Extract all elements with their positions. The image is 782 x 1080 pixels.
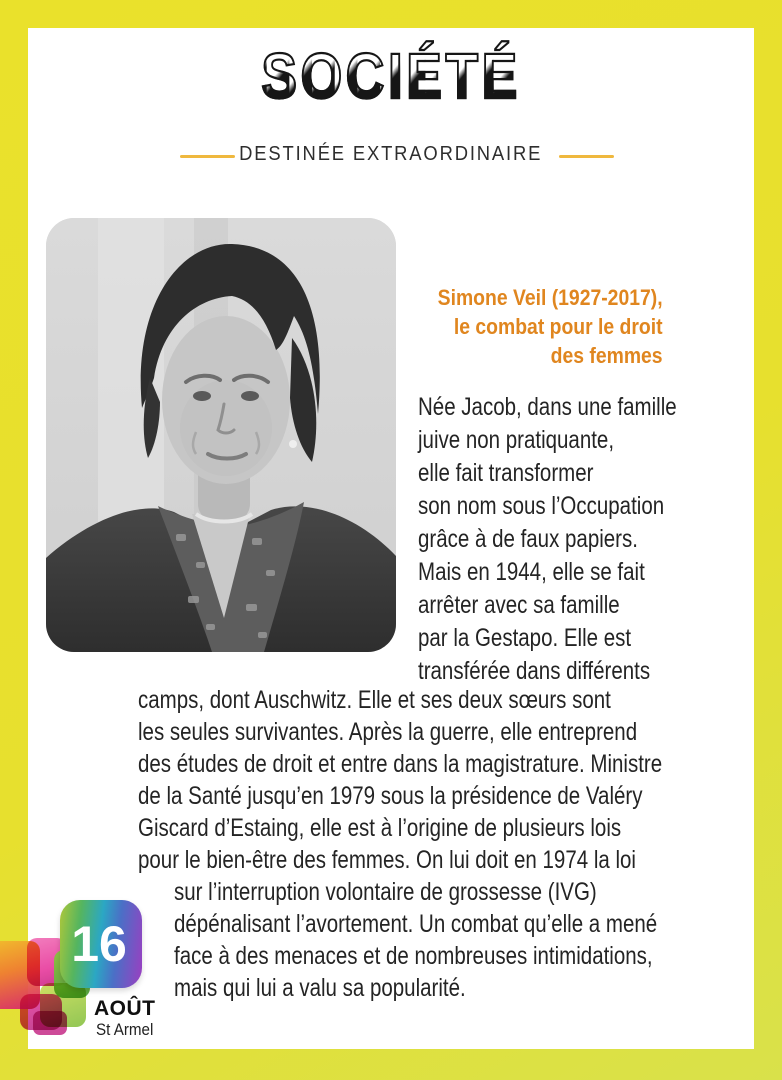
- article-body-full: [138, 684, 662, 876]
- text-line: Simone Veil (1927-2017),: [438, 285, 663, 310]
- text-line: sur l’interruption volontaire de grossesse (IVG): [174, 878, 597, 906]
- date-badge-saint: St Armel: [96, 1021, 154, 1039]
- societe-logo: SOCIÉTÉ: [63, 36, 720, 116]
- text-line: juive non pratiquante,: [418, 426, 615, 454]
- text-line: elle fait transformer: [418, 459, 594, 487]
- text-line: pour le bien-être des femmes. On lui doit en 1974 la loi: [138, 846, 636, 874]
- portrait-photo: [46, 218, 396, 652]
- text-line: Giscard d’Estaing, elle est à l’origine de plusieurs lois: [138, 814, 622, 842]
- text-line: par la Gestapo. Elle est: [418, 624, 632, 652]
- date-badge-month: AOÛT: [94, 997, 156, 1020]
- date-badge-day: 16: [60, 900, 142, 988]
- article-heading: [438, 283, 663, 370]
- text-line: grâce à de faux papiers.: [418, 525, 638, 553]
- subtitle-right-dash: [559, 155, 614, 158]
- text-line: de la Santé jusqu’en 1979 sous la présidence de Valéry: [138, 782, 643, 810]
- text-line: face à des menaces et de nombreuses intimidations,: [174, 942, 653, 970]
- text-line: mais qui lui a valu sa popularité.: [174, 974, 466, 1002]
- text-line: transférée dans différents: [418, 657, 651, 685]
- article-body-column: [418, 391, 677, 688]
- text-line: Mais en 1944, elle se fait: [418, 558, 645, 586]
- text-line: son nom sous l’Occupation: [418, 492, 665, 520]
- text-line: Née Jacob, dans une famille: [418, 393, 677, 421]
- text-line: camps, dont Auschwitz. Elle et ses deux sœurs sont: [138, 686, 611, 714]
- text-line: le combat pour le droit: [454, 314, 663, 339]
- text-line: dépénalisant l’avortement. Un combat qu’elle a mené: [174, 910, 658, 938]
- subtitle-row: [0, 143, 782, 166]
- text-line: arrêter avec sa famille: [418, 591, 620, 619]
- subtitle-left-dash: [180, 155, 235, 158]
- article-body-indented: [174, 876, 657, 1004]
- section-subtitle: DESTINÉE EXTRAORDINAIRE: [239, 143, 543, 165]
- portrait-illustration: [46, 218, 396, 652]
- text-line: des études de droit et entre dans la magistrature. Ministre: [138, 750, 663, 778]
- text-line: des femmes: [551, 343, 663, 368]
- text-line: les seules survivantes. Après la guerre, elle entreprend: [138, 718, 638, 746]
- decor-square-pink-small: [33, 1011, 67, 1035]
